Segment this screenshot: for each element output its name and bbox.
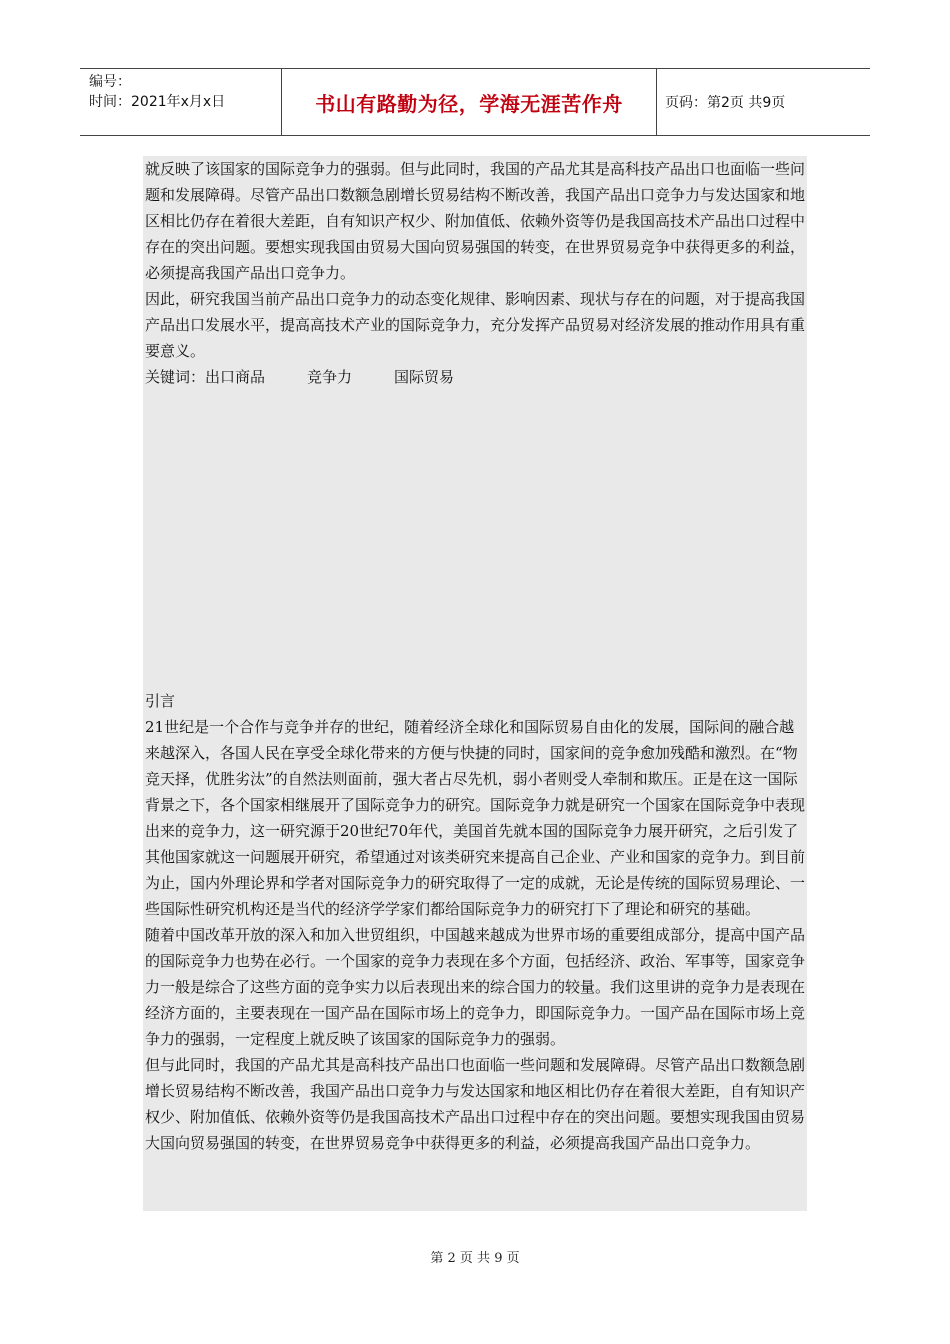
paragraph: 21世纪是一个合作与竞争并存的世纪，随着经济全球化和国际贸易自由化的发展，国际间的融合越来越深入，各国人民在享受全球化带来的方便与快捷的同时，国家间的竞争愈加残酷和激烈。在“物竞天择，优胜劣汰”的自然法则面前，强大者占尽先机，弱小者则受人牵制和欺压。正是在这一国际背景之下，各个国家相继展开了国际竞争力的研究。国际竞争力就是研究一个国家在国际竞争中表现出来的竞争力，这一研究源于20世纪70年代，美国首先就本国的国际竞争力展开研究，之后引发了其他国家就这一问题展开研究，希望通过对该类研究来提高自己企业、产业和国家的竞争力。到目前为止，国内外理论界和学者对国际竞争力的研究取得了一定的成就，无论是传统的国际贸易理论、一些国际性研究机构还是当代的经济学学家们都给国际竞争力的研究打下了理论和研究的基础。 <box>145 718 806 918</box>
paragraph: 随着中国改革开放的深入和加入世贸组织，中国越来越成为世界市场的重要组成部分，提高中国产品的国际竞争力也势在必行。一个国家的竞争力表现在多个方面，包括经济、政治、军事等，国家竞争力一般是综合了这些方面的竞争实力以后表现出来的综合国力的较量。我们这里讲的竞争力是表现在经济方面的，主要表现在一国产品在国际市场上的竞争力，即国际竞争力。一国产品在国际市场上竞争力的强弱，一定程度上就反映了该国家的国际竞争力的强弱。 <box>145 926 806 1048</box>
document-number-label: 编号： <box>89 74 131 90</box>
section-heading: 引言 <box>145 692 176 710</box>
page-header <box>80 68 870 136</box>
intro-section <box>145 688 805 1156</box>
paragraph: 因此，研究我国当前产品出口竞争力的动态变化规律、影响因素、现状与存在的问题，对于提高我国产品出口发展水平，提高高技术产业的国际竞争力，充分发挥产品贸易对经济发展的推动作用具有重要意义。 <box>145 290 806 360</box>
document-date: 时间：2021年x月x日 <box>89 94 226 110</box>
paragraph: 但与此同时，我国的产品尤其是高科技产品出口也面临一些问题和发展障碍。尽管产品出口数额急剧增长贸易结构不断改善，我国产品出口竞争力与发达国家和地区相比仍存在着很大差距，自有知识产权少、附加值低、依赖外资等仍是我国高技术产品出口过程中存在的突出问题。要想实现我国由贸易大国向贸易强国的转变，在世界贸易竞争中获得更多的利益，必须提高我国产品出口竞争力。 <box>145 1056 806 1152</box>
top-section <box>145 156 805 390</box>
header-motto: 书山有路勤为径，学海无涯苦作舟 <box>282 69 657 135</box>
keyword: 竞争力 <box>307 368 353 386</box>
paragraph: 就反映了该国家的国际竞争力的强弱。但与此同时，我国的产品尤其是高科技产品出口也面临一些问题和发展障碍。尽管产品出口数额急剧增长贸易结构不断改善，我国产品出口竞争力与发达国家和地区相比仍存在着很大差距，自有知识产权少、附加值低、依赖外资等仍是我国高技术产品出口过程中存在的突出问题。要想实现我国由贸易大国向贸易强国的转变，在世界贸易竞争中获得更多的利益，必须提高我国产品出口竞争力。 <box>145 160 806 282</box>
keywords-line <box>145 364 805 390</box>
keywords-label: 关键词：出口商品 <box>145 368 266 386</box>
header-meta <box>80 69 282 135</box>
header-page-code: 页码：第2页 共9页 <box>665 95 786 111</box>
document-body <box>143 156 807 1211</box>
keyword: 国际贸易 <box>394 368 455 386</box>
page-footer: 第 2 页 共 9 页 <box>430 1251 520 1266</box>
